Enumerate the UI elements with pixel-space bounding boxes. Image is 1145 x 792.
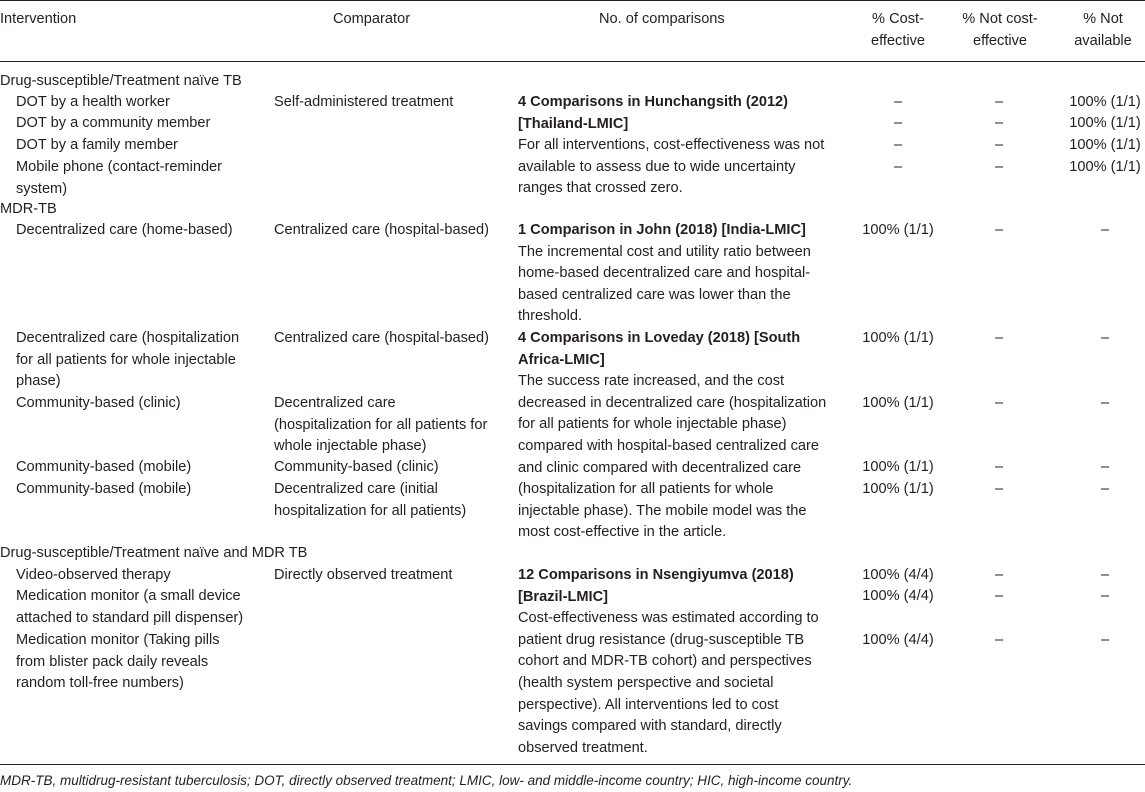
not-available-cell: – bbox=[1100, 330, 1110, 346]
comparison-heading: Africa-LMIC] bbox=[518, 351, 605, 368]
comparison-summary: based centralized care was lower than the bbox=[518, 286, 791, 303]
comparison-summary: most cost-effective in the article. bbox=[518, 524, 727, 541]
header-bottom-rule bbox=[0, 61, 1145, 62]
intervention-cell: phase) bbox=[16, 373, 61, 390]
header-cost-effective: % Cost- effective bbox=[870, 11, 926, 49]
intervention-cell: Medication monitor (Taking pills bbox=[16, 632, 220, 648]
not-available-cell: 100% (1/1) bbox=[1069, 94, 1141, 110]
comparison-summary: injectable phase). The mobile model was the bbox=[518, 502, 807, 519]
not-cost-effective-cell: – bbox=[994, 632, 1004, 648]
comparison-heading: [Thailand-LMIC] bbox=[518, 115, 629, 132]
comparison-heading: 1 Comparison in John (2018) [India-LMIC] bbox=[518, 222, 806, 238]
not-cost-effective-cell: – bbox=[994, 588, 1004, 604]
intervention-cell: attached to standard pill dispenser) bbox=[16, 609, 244, 626]
cost-effective-cell: 100% (4/4) bbox=[862, 632, 934, 648]
cost-effective-cell: – bbox=[893, 115, 903, 131]
comparison-heading: 12 Comparisons in Nsengiyumva (2018) bbox=[518, 567, 794, 583]
comparator-cell: Community-based (clinic) bbox=[274, 459, 439, 475]
comparison-summary: ranges that crossed zero. bbox=[518, 180, 683, 197]
comparator-cell: Decentralized care (initial bbox=[274, 481, 438, 497]
cost-effective-cell: 100% (4/4) bbox=[862, 567, 934, 583]
not-cost-effective-cell: – bbox=[994, 395, 1004, 411]
not-cost-effective-cell: – bbox=[994, 115, 1004, 131]
intervention-cell: Decentralized care (hospitalization bbox=[16, 330, 240, 346]
comparison-summary: observed treatment. bbox=[518, 739, 648, 756]
not-available-cell: – bbox=[1100, 632, 1110, 648]
comparison-summary: compared with hospital-based centralized care bbox=[518, 438, 819, 454]
not-cost-effective-cell: – bbox=[994, 567, 1004, 583]
cost-effective-cell: 100% (1/1) bbox=[862, 222, 934, 238]
intervention-cell: DOT by a community member bbox=[16, 115, 211, 131]
comparison-summary: home-based decentralized care and hospital- bbox=[518, 265, 811, 282]
intervention-cell: DOT by a family member bbox=[16, 137, 178, 153]
not-cost-effective-cell: – bbox=[994, 459, 1004, 475]
not-cost-effective-cell: – bbox=[994, 481, 1004, 497]
not-available-cell: – bbox=[1100, 395, 1110, 411]
comparison-summary: available to assess due to wide uncertainty bbox=[518, 158, 796, 175]
not-available-cell: – bbox=[1100, 222, 1110, 238]
not-available-cell: 100% (1/1) bbox=[1069, 137, 1141, 153]
cost-effective-cell: 100% (1/1) bbox=[862, 459, 934, 475]
cost-effective-cell: 100% (1/1) bbox=[862, 481, 934, 497]
header-top-rule bbox=[0, 0, 1145, 1]
not-available-cell: – bbox=[1100, 481, 1110, 497]
not-cost-effective-cell: – bbox=[994, 159, 1004, 175]
intervention-cell: Community-based (clinic) bbox=[16, 395, 181, 411]
comparator-cell: (hospitalization for all patients for bbox=[274, 416, 488, 433]
comparison-summary: The incremental cost and utility ratio between bbox=[518, 243, 811, 260]
comparator-cell: hospitalization for all patients) bbox=[274, 502, 467, 519]
comparison-summary: threshold. bbox=[518, 308, 583, 325]
comparison-summary: The success rate increased, and the cost bbox=[518, 373, 785, 390]
not-cost-effective-cell: – bbox=[994, 94, 1004, 110]
comparison-summary: savings compared with standard, directly bbox=[518, 718, 782, 735]
comparator-cell: Self-administered treatment bbox=[274, 94, 454, 110]
comparison-heading: 4 Comparisons in Loveday (2018) [South bbox=[518, 330, 801, 346]
intervention-cell: Medication monitor (a small device bbox=[16, 588, 241, 604]
section-title: MDR-TB bbox=[0, 201, 57, 217]
comparison-heading: [Brazil-LMIC] bbox=[518, 588, 608, 605]
comparison-summary: patient drug resistance (drug-susceptible TB bbox=[518, 631, 805, 648]
intervention-cell: random toll-free numbers) bbox=[16, 675, 184, 692]
table-bottom-rule bbox=[0, 764, 1145, 765]
comparison-summary: For all interventions, cost-effectiveness was not bbox=[518, 137, 825, 154]
comparator-cell: Centralized care (hospital-based) bbox=[274, 330, 489, 346]
intervention-cell: for all patients for whole injectable bbox=[16, 351, 236, 368]
comparison-summary: perspective). All interventions led to cost bbox=[518, 696, 779, 713]
intervention-cell: DOT by a health worker bbox=[16, 94, 170, 110]
header-comparator: Comparator bbox=[333, 11, 411, 27]
header-intervention: Intervention bbox=[0, 11, 77, 27]
intervention-cell: Mobile phone (contact-reminder bbox=[16, 159, 223, 175]
cost-effective-cell: 100% (4/4) bbox=[862, 588, 934, 604]
intervention-cell: Community-based (mobile) bbox=[16, 481, 192, 497]
not-available-cell: 100% (1/1) bbox=[1069, 115, 1141, 131]
not-available-cell: 100% (1/1) bbox=[1069, 159, 1141, 175]
comparator-cell: Decentralized care bbox=[274, 395, 396, 411]
comparison-summary: and clinic compared with decentralized care bbox=[518, 459, 802, 476]
comparison-summary: cohort and MDR-TB cohort) and perspectives bbox=[518, 653, 812, 670]
intervention-cell: from blister pack daily reveals bbox=[16, 653, 209, 670]
cost-effective-cell: 100% (1/1) bbox=[862, 395, 934, 411]
comparison-heading: 4 Comparisons in Hunchangsith (2012) bbox=[518, 94, 789, 110]
not-available-cell: – bbox=[1100, 567, 1110, 583]
cost-effective-cell: – bbox=[893, 137, 903, 153]
intervention-cell: system) bbox=[16, 180, 68, 197]
header-not-available: % Not available bbox=[1074, 11, 1132, 49]
header-not-cost-effective: % Not cost- effective bbox=[962, 11, 1038, 49]
comparator-cell: whole injectable phase) bbox=[274, 438, 427, 455]
comparator-cell: Directly observed treatment bbox=[274, 567, 453, 583]
section-title: Drug-susceptible/Treatment naïve TB bbox=[0, 73, 242, 89]
table-footnote: MDR-TB, multidrug-resistant tuberculosis; DOT, directly observed treatment; LMIC, low- and middle-income country; HIC, high-income country. bbox=[0, 773, 853, 788]
section-title: Drug-susceptible/Treatment naïve and MDR TB bbox=[0, 545, 308, 561]
comparator-cell: Centralized care (hospital-based) bbox=[274, 222, 489, 238]
not-cost-effective-cell: – bbox=[994, 222, 1004, 238]
cost-effective-cell: – bbox=[893, 159, 903, 175]
cost-effective-cell: – bbox=[893, 94, 903, 110]
not-available-cell: – bbox=[1100, 459, 1110, 475]
intervention-cell: Video-observed therapy bbox=[16, 567, 171, 583]
comparison-summary: (health system perspective and societal bbox=[518, 675, 774, 691]
not-cost-effective-cell: – bbox=[994, 137, 1004, 153]
not-available-cell: – bbox=[1100, 588, 1110, 604]
comparison-summary: Cost-effectiveness was estimated according to bbox=[518, 610, 819, 627]
intervention-cell: Decentralized care (home-based) bbox=[16, 222, 233, 238]
header-comparisons: No. of comparisons bbox=[599, 11, 725, 27]
comparison-summary: (hospitalization for all patients for whole bbox=[518, 481, 774, 498]
comparison-summary: decreased in decentralized care (hospitalization bbox=[518, 394, 827, 411]
intervention-cell: Community-based (mobile) bbox=[16, 459, 192, 475]
cost-effective-cell: 100% (1/1) bbox=[862, 330, 934, 346]
comparison-summary: for all patients for whole injectable phase) bbox=[518, 416, 787, 433]
not-cost-effective-cell: – bbox=[994, 330, 1004, 346]
